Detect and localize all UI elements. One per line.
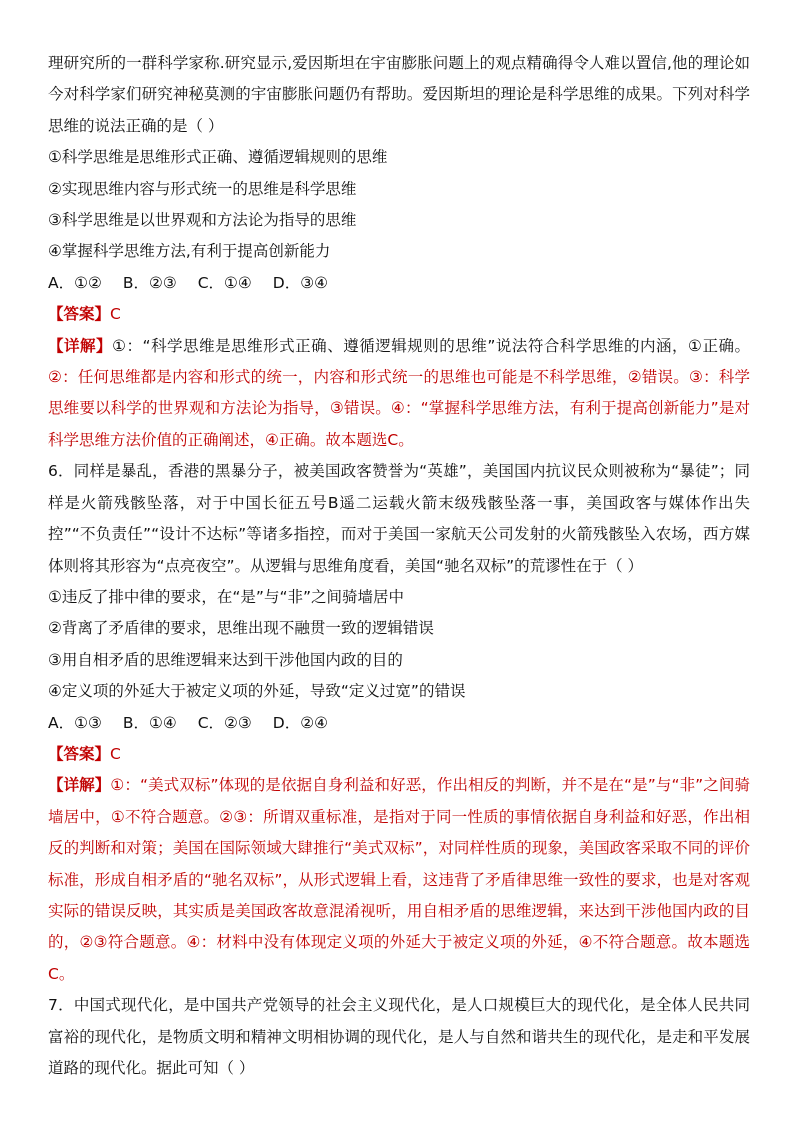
- q6-choices: [48, 708, 750, 739]
- q5-choice-c: C．①④: [197, 273, 252, 292]
- q5-answer-value: C: [110, 305, 121, 324]
- q6-detail: [48, 770, 750, 990]
- q5-option-2: ②实现思维内容与形式统一的思维是科学思维: [48, 179, 357, 198]
- q5-answer-line: [48, 299, 750, 330]
- q6-detail-tag: 【详解】: [48, 776, 111, 795]
- q5-choice-a: A．①②: [48, 273, 102, 292]
- q6-option-1: ①违反了排中律的要求，在“是”与“非”之间骑墙居中: [48, 587, 405, 606]
- q5-detail: [48, 331, 750, 457]
- q5-detail-part1: ①：“科学思维是思维形式正确、遵循逻辑规则的思维”说法符合科学思维的内涵，①正确。: [112, 336, 750, 355]
- document-page: [48, 48, 750, 1084]
- q5-choices: [48, 268, 750, 299]
- q5-option-4: ④掌握科学思维方法,有利于提高创新能力: [48, 242, 331, 261]
- q5-option-3: ③科学思维是以世界观和方法论为指导的思维: [48, 211, 357, 230]
- q6-detail-text: ①：“美式双标”体现的是依据自身利益和好恶，作出相反的判断，并不是在“是”与“非”之间骑墙居中，①不符合题意。②③：所谓双重标准，是指对于同一性质的事情依据自身利益和好恶，作出相反的判断和对策；美国在国际领域大肆推行“美式双标”，对同样性质的现象，美国政客采取不同的评价标准，形成自相矛盾的“驰名双标”，从形式逻辑上看，这违背了矛盾律思维一致性的要求，也是对客观实际的错误反映，其实质是美国政客故意混淆视听，用自相矛盾的思维逻辑，来达到干涉他国内政的目的，②③符合题意。④：材料中没有体现定义项的外延大于被定义项的外延，④不符合题意。故本题选C。: [48, 776, 750, 983]
- q6-answer-tag: 【答案】: [48, 744, 111, 763]
- q5-stem: 理研究所的一群科学家称.研究显示,爱因斯坦在宇宙膨胀问题上的观点精确得令人难以置信,他的理论如今对科学家们研究神秘莫测的宇宙膨胀问题仍有帮助。爱因斯坦的理论是科学思维的成果。下列对科学思维的说法正确的是（ ）: [48, 54, 750, 135]
- q6-choice-c: C．②③: [197, 713, 252, 732]
- q6-choice-b: B．①④: [122, 713, 177, 732]
- q6-choice-d: D．②④: [272, 713, 329, 732]
- q5-choice-b: B．②③: [122, 273, 177, 292]
- q5-choice-d: D．③④: [272, 273, 329, 292]
- q5-answer-tag: 【答案】: [48, 305, 111, 324]
- q6-choice-a: A．①③: [48, 713, 102, 732]
- q6-option-3: ③用自相矛盾的思维逻辑来达到干涉他国内政的目的: [48, 650, 403, 669]
- q5-detail-tag: 【详解】: [48, 336, 113, 355]
- q6-answer-line: [48, 739, 750, 770]
- q6-answer-value: C: [110, 744, 121, 763]
- q6-stem: 6．同样是暴乱，香港的黑暴分子，被美国政客赞誉为“英雄”，美国国内抗议民众则被称为“暴徒”；同样是火箭残骸坠落，对于中国长征五号B遥二运载火箭末级残骸坠落一事，美国政客与媒体作出失控”“不负责任”“设计不达标”等诸多指控，而对于美国一家航天公司发射的火箭残骸坠入农场，西方媒体则将其形容为“点亮夜空”。从逻辑与思维角度看，美国“驰名双标”的荒谬性在于（ ）: [48, 462, 750, 575]
- q6-option-2: ②背离了矛盾律的要求，思维出现不融贯一致的逻辑错误: [48, 619, 434, 638]
- q5-detail-part2: ②：任何思维都是内容和形式的统一，内容和形式统一的思维也可能是不科学思维，②错误。③：科学思维要以科学的世界观和方法论为指导，③错误。④：“掌握科学思维方法，有利于提高创新能力”是对科学思维方法价值的正确阐述，④正确。故本题选C。: [48, 368, 750, 449]
- q7-stem: 7．中国式现代化，是中国共产党领导的社会主义现代化，是人口规模巨大的现代化，是全体人民共同富裕的现代化，是物质文明和精神文明相协调的现代化，是人与自然和谐共生的现代化，是走和平发展道路的现代化。据此可知（ ）: [48, 996, 750, 1077]
- q5-option-1: ①科学思维是思维形式正确、遵循逻辑规则的思维: [48, 148, 388, 167]
- q6-option-4: ④定义项的外延大于被定义项的外延，导致“定义过宽”的错误: [48, 682, 466, 701]
